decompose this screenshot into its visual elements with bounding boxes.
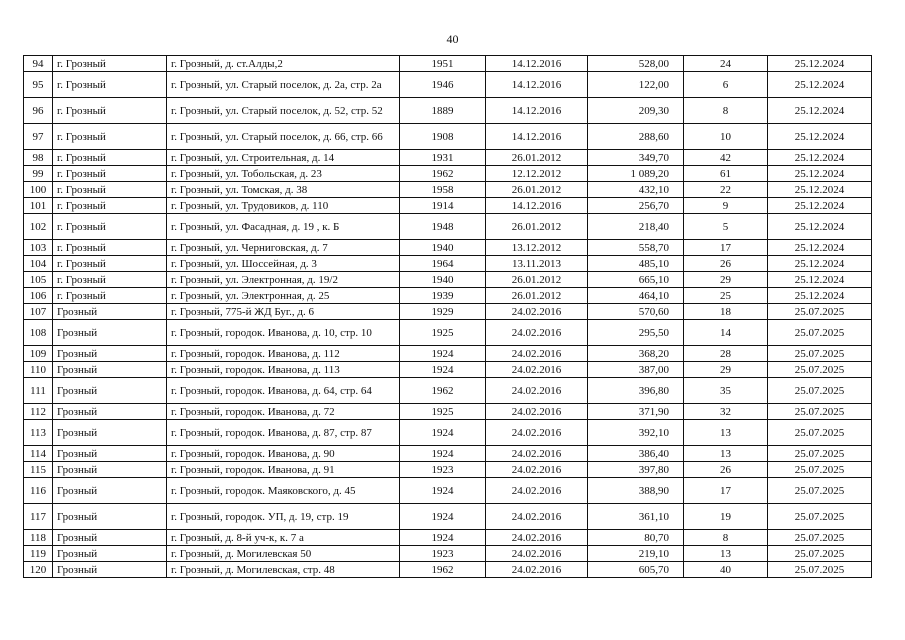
table-row <box>24 214 872 240</box>
city-cell: г. Грозный <box>53 288 167 304</box>
resettlement-deadline-cell: 25.07.2025 <box>768 420 872 446</box>
living-area-cell: 386,40 <box>588 446 684 462</box>
resettlement-deadline-cell: 25.07.2025 <box>768 362 872 378</box>
resettlement-deadline-cell: 25.12.2024 <box>768 214 872 240</box>
table-row <box>24 420 872 446</box>
address-cell: г. Грозный, ул. Старый поселок, д. 52, стр. 52 <box>167 98 400 124</box>
row-number-cell: 111 <box>24 378 53 404</box>
address-cell: г. Грозный, городок. Иванова, д. 113 <box>167 362 400 378</box>
resettlement-deadline-cell: 25.07.2025 <box>768 462 872 478</box>
living-area-cell: 371,90 <box>588 404 684 420</box>
residents-count-cell: 8 <box>684 530 768 546</box>
row-number-cell: 113 <box>24 420 53 446</box>
living-area-cell: 256,70 <box>588 198 684 214</box>
living-area-cell: 218,40 <box>588 214 684 240</box>
construction-year-cell: 1940 <box>400 272 486 288</box>
resettlement-deadline-cell: 25.07.2025 <box>768 504 872 530</box>
table-row <box>24 504 872 530</box>
construction-year-cell: 1929 <box>400 304 486 320</box>
residents-count-cell: 25 <box>684 288 768 304</box>
construction-year-cell: 1964 <box>400 256 486 272</box>
row-number-cell: 94 <box>24 56 53 72</box>
row-number-cell: 115 <box>24 462 53 478</box>
row-number-cell: 110 <box>24 362 53 378</box>
row-number-cell: 106 <box>24 288 53 304</box>
emergency-date-cell: 24.02.2016 <box>486 530 588 546</box>
address-cell: г. Грозный, д. Могилевская, стр. 48 <box>167 562 400 578</box>
city-cell: г. Грозный <box>53 72 167 98</box>
emergency-date-cell: 24.02.2016 <box>486 304 588 320</box>
living-area-cell: 464,10 <box>588 288 684 304</box>
table-row <box>24 288 872 304</box>
city-cell: г. Грозный <box>53 240 167 256</box>
living-area-cell: 349,70 <box>588 150 684 166</box>
table-row <box>24 362 872 378</box>
table-row <box>24 166 872 182</box>
resettlement-deadline-cell: 25.12.2024 <box>768 198 872 214</box>
row-number-cell: 97 <box>24 124 53 150</box>
residents-count-cell: 9 <box>684 198 768 214</box>
table-row <box>24 98 872 124</box>
row-number-cell: 116 <box>24 478 53 504</box>
emergency-date-cell: 13.12.2012 <box>486 240 588 256</box>
construction-year-cell: 1924 <box>400 478 486 504</box>
row-number-cell: 119 <box>24 546 53 562</box>
living-area-cell: 295,50 <box>588 320 684 346</box>
living-area-cell: 392,10 <box>588 420 684 446</box>
city-cell: г. Грозный <box>53 166 167 182</box>
residents-count-cell: 17 <box>684 240 768 256</box>
table-row <box>24 256 872 272</box>
resettlement-deadline-cell: 25.12.2024 <box>768 288 872 304</box>
emergency-date-cell: 24.02.2016 <box>486 320 588 346</box>
emergency-date-cell: 26.01.2012 <box>486 288 588 304</box>
table-row <box>24 272 872 288</box>
city-cell: Грозный <box>53 346 167 362</box>
construction-year-cell: 1889 <box>400 98 486 124</box>
resettlement-deadline-cell: 25.12.2024 <box>768 72 872 98</box>
address-cell: г. Грозный, городок. Иванова, д. 91 <box>167 462 400 478</box>
residents-count-cell: 61 <box>684 166 768 182</box>
construction-year-cell: 1924 <box>400 346 486 362</box>
living-area-cell: 388,90 <box>588 478 684 504</box>
row-number-cell: 105 <box>24 272 53 288</box>
row-number-cell: 104 <box>24 256 53 272</box>
table-row <box>24 182 872 198</box>
construction-year-cell: 1940 <box>400 240 486 256</box>
city-cell: Грозный <box>53 362 167 378</box>
row-number-cell: 118 <box>24 530 53 546</box>
living-area-cell: 288,60 <box>588 124 684 150</box>
living-area-cell: 558,70 <box>588 240 684 256</box>
city-cell: г. Грозный <box>53 198 167 214</box>
table-row <box>24 462 872 478</box>
row-number-cell: 108 <box>24 320 53 346</box>
construction-year-cell: 1924 <box>400 362 486 378</box>
city-cell: г. Грозный <box>53 124 167 150</box>
table-row <box>24 446 872 462</box>
row-number-cell: 96 <box>24 98 53 124</box>
residents-count-cell: 42 <box>684 150 768 166</box>
city-cell: Грозный <box>53 320 167 346</box>
city-cell: г. Грозный <box>53 56 167 72</box>
construction-year-cell: 1946 <box>400 72 486 98</box>
residents-count-cell: 13 <box>684 420 768 446</box>
emergency-date-cell: 24.02.2016 <box>486 504 588 530</box>
living-area-cell: 570,60 <box>588 304 684 320</box>
address-cell: г. Грозный, городок. Иванова, д. 90 <box>167 446 400 462</box>
living-area-cell: 485,10 <box>588 256 684 272</box>
table-row <box>24 346 872 362</box>
construction-year-cell: 1958 <box>400 182 486 198</box>
address-cell: г. Грозный, ул. Томская, д. 38 <box>167 182 400 198</box>
address-cell: г. Грозный, ул. Фасадная, д. 19 , к. Б <box>167 214 400 240</box>
residents-count-cell: 19 <box>684 504 768 530</box>
construction-year-cell: 1948 <box>400 214 486 240</box>
table-row <box>24 72 872 98</box>
emergency-date-cell: 24.02.2016 <box>486 420 588 446</box>
address-cell: г. Грозный, ул. Старый поселок, д. 2а, стр. 2а <box>167 72 400 98</box>
page-number: 40 <box>446 32 459 46</box>
emergency-date-cell: 13.11.2013 <box>486 256 588 272</box>
row-number-cell: 100 <box>24 182 53 198</box>
resettlement-deadline-cell: 25.07.2025 <box>768 346 872 362</box>
emergency-date-cell: 24.02.2016 <box>486 546 588 562</box>
residents-count-cell: 13 <box>684 546 768 562</box>
emergency-date-cell: 24.02.2016 <box>486 346 588 362</box>
emergency-date-cell: 24.02.2016 <box>486 446 588 462</box>
row-number-cell: 103 <box>24 240 53 256</box>
emergency-date-cell: 26.01.2012 <box>486 214 588 240</box>
living-area-cell: 397,80 <box>588 462 684 478</box>
city-cell: Грозный <box>53 378 167 404</box>
row-number-cell: 98 <box>24 150 53 166</box>
address-cell: г. Грозный, ул. Черниговская, д. 7 <box>167 240 400 256</box>
construction-year-cell: 1939 <box>400 288 486 304</box>
row-number-cell: 102 <box>24 214 53 240</box>
construction-year-cell: 1951 <box>400 56 486 72</box>
table-row <box>24 240 872 256</box>
resettlement-deadline-cell: 25.12.2024 <box>768 256 872 272</box>
emergency-date-cell: 24.02.2016 <box>486 362 588 378</box>
construction-year-cell: 1923 <box>400 546 486 562</box>
table-row <box>24 150 872 166</box>
resettlement-deadline-cell: 25.12.2024 <box>768 166 872 182</box>
address-cell: г. Грозный, городок. Маяковского, д. 45 <box>167 478 400 504</box>
construction-year-cell: 1962 <box>400 166 486 182</box>
living-area-cell: 528,00 <box>588 56 684 72</box>
resettlement-deadline-cell: 25.07.2025 <box>768 478 872 504</box>
address-cell: г. Грозный, ул. Электронная, д. 19/2 <box>167 272 400 288</box>
construction-year-cell: 1908 <box>400 124 486 150</box>
city-cell: Грозный <box>53 562 167 578</box>
table-row <box>24 304 872 320</box>
city-cell: г. Грозный <box>53 214 167 240</box>
resettlement-deadline-cell: 25.07.2025 <box>768 562 872 578</box>
resettlement-deadline-cell: 25.12.2024 <box>768 182 872 198</box>
row-number-cell: 109 <box>24 346 53 362</box>
emergency-date-cell: 14.12.2016 <box>486 98 588 124</box>
emergency-date-cell: 24.02.2016 <box>486 404 588 420</box>
emergency-date-cell: 26.01.2012 <box>486 150 588 166</box>
living-area-cell: 361,10 <box>588 504 684 530</box>
emergency-date-cell: 24.02.2016 <box>486 562 588 578</box>
emergency-date-cell: 14.12.2016 <box>486 198 588 214</box>
resettlement-deadline-cell: 25.12.2024 <box>768 240 872 256</box>
living-area-cell: 605,70 <box>588 562 684 578</box>
table-row <box>24 404 872 420</box>
living-area-cell: 665,10 <box>588 272 684 288</box>
construction-year-cell: 1925 <box>400 320 486 346</box>
resettlement-deadline-cell: 25.07.2025 <box>768 304 872 320</box>
construction-year-cell: 1924 <box>400 420 486 446</box>
emergency-date-cell: 24.02.2016 <box>486 378 588 404</box>
table-row <box>24 124 872 150</box>
table-row <box>24 530 872 546</box>
address-cell: г. Грозный, городок. Иванова, д. 112 <box>167 346 400 362</box>
city-cell: Грозный <box>53 420 167 446</box>
living-area-cell: 396,80 <box>588 378 684 404</box>
living-area-cell: 209,30 <box>588 98 684 124</box>
residents-count-cell: 40 <box>684 562 768 578</box>
address-cell: г. Грозный, д. ст.Алды,2 <box>167 56 400 72</box>
table-row <box>24 546 872 562</box>
address-cell: г. Грозный, городок. Иванова, д. 72 <box>167 404 400 420</box>
city-cell: Грозный <box>53 462 167 478</box>
emergency-date-cell: 24.02.2016 <box>486 478 588 504</box>
address-cell: г. Грозный, городок. УП, д. 19, стр. 19 <box>167 504 400 530</box>
address-cell: г. Грозный, городок. Иванова, д. 87, стр. 87 <box>167 420 400 446</box>
address-cell: г. Грозный, ул. Старый поселок, д. 66, стр. 66 <box>167 124 400 150</box>
construction-year-cell: 1962 <box>400 562 486 578</box>
resettlement-deadline-cell: 25.07.2025 <box>768 530 872 546</box>
resettlement-deadline-cell: 25.12.2024 <box>768 56 872 72</box>
emergency-date-cell: 24.02.2016 <box>486 462 588 478</box>
construction-year-cell: 1924 <box>400 446 486 462</box>
row-number-cell: 101 <box>24 198 53 214</box>
construction-year-cell: 1914 <box>400 198 486 214</box>
city-cell: г. Грозный <box>53 272 167 288</box>
living-area-cell: 432,10 <box>588 182 684 198</box>
emergency-date-cell: 26.01.2012 <box>486 272 588 288</box>
residents-count-cell: 32 <box>684 404 768 420</box>
residents-count-cell: 24 <box>684 56 768 72</box>
row-number-cell: 117 <box>24 504 53 530</box>
housing-registry-table <box>23 55 872 578</box>
table-row <box>24 562 872 578</box>
address-cell: г. Грозный, ул. Тобольская, д. 23 <box>167 166 400 182</box>
residents-count-cell: 18 <box>684 304 768 320</box>
emergency-date-cell: 12.12.2012 <box>486 166 588 182</box>
address-cell: г. Грозный, д. 8-й уч-к, к. 7 а <box>167 530 400 546</box>
city-cell: Грозный <box>53 530 167 546</box>
living-area-cell: 387,00 <box>588 362 684 378</box>
address-cell: г. Грозный, ул. Трудовиков, д. 110 <box>167 198 400 214</box>
residents-count-cell: 26 <box>684 256 768 272</box>
address-cell: г. Грозный, д. Могилевская 50 <box>167 546 400 562</box>
construction-year-cell: 1925 <box>400 404 486 420</box>
table-row <box>24 320 872 346</box>
city-cell: г. Грозный <box>53 150 167 166</box>
row-number-cell: 114 <box>24 446 53 462</box>
resettlement-deadline-cell: 25.07.2025 <box>768 320 872 346</box>
city-cell: Грозный <box>53 404 167 420</box>
resettlement-deadline-cell: 25.12.2024 <box>768 272 872 288</box>
construction-year-cell: 1931 <box>400 150 486 166</box>
residents-count-cell: 6 <box>684 72 768 98</box>
city-cell: г. Грозный <box>53 182 167 198</box>
living-area-cell: 219,10 <box>588 546 684 562</box>
living-area-cell: 1 089,20 <box>588 166 684 182</box>
city-cell: Грозный <box>53 546 167 562</box>
resettlement-deadline-cell: 25.12.2024 <box>768 124 872 150</box>
residents-count-cell: 13 <box>684 446 768 462</box>
living-area-cell: 122,00 <box>588 72 684 98</box>
residents-count-cell: 29 <box>684 362 768 378</box>
construction-year-cell: 1923 <box>400 462 486 478</box>
residents-count-cell: 14 <box>684 320 768 346</box>
row-number-cell: 107 <box>24 304 53 320</box>
city-cell: Грозный <box>53 304 167 320</box>
living-area-cell: 80,70 <box>588 530 684 546</box>
city-cell: Грозный <box>53 478 167 504</box>
address-cell: г. Грозный, 775-й ЖД Буг., д. 6 <box>167 304 400 320</box>
emergency-date-cell: 14.12.2016 <box>486 124 588 150</box>
emergency-date-cell: 26.01.2012 <box>486 182 588 198</box>
residents-count-cell: 22 <box>684 182 768 198</box>
city-cell: г. Грозный <box>53 98 167 124</box>
address-cell: г. Грозный, городок. Иванова, д. 64, стр. 64 <box>167 378 400 404</box>
resettlement-deadline-cell: 25.07.2025 <box>768 378 872 404</box>
construction-year-cell: 1924 <box>400 504 486 530</box>
row-number-cell: 112 <box>24 404 53 420</box>
living-area-cell: 368,20 <box>588 346 684 362</box>
construction-year-cell: 1962 <box>400 378 486 404</box>
resettlement-deadline-cell: 25.12.2024 <box>768 150 872 166</box>
resettlement-deadline-cell: 25.07.2025 <box>768 546 872 562</box>
row-number-cell: 120 <box>24 562 53 578</box>
residents-count-cell: 8 <box>684 98 768 124</box>
row-number-cell: 99 <box>24 166 53 182</box>
address-cell: г. Грозный, ул. Шоссейная, д. 3 <box>167 256 400 272</box>
residents-count-cell: 35 <box>684 378 768 404</box>
city-cell: г. Грозный <box>53 256 167 272</box>
table-row <box>24 478 872 504</box>
residents-count-cell: 28 <box>684 346 768 362</box>
residents-count-cell: 29 <box>684 272 768 288</box>
city-cell: Грозный <box>53 446 167 462</box>
row-number-cell: 95 <box>24 72 53 98</box>
residents-count-cell: 17 <box>684 478 768 504</box>
residents-count-cell: 26 <box>684 462 768 478</box>
table-row <box>24 198 872 214</box>
emergency-date-cell: 14.12.2016 <box>486 56 588 72</box>
city-cell: Грозный <box>53 504 167 530</box>
residents-count-cell: 5 <box>684 214 768 240</box>
address-cell: г. Грозный, ул. Электронная, д. 25 <box>167 288 400 304</box>
table-row <box>24 378 872 404</box>
table-row <box>24 56 872 72</box>
residents-count-cell: 10 <box>684 124 768 150</box>
address-cell: г. Грозный, городок. Иванова, д. 10, стр. 10 <box>167 320 400 346</box>
registry-body <box>24 56 872 578</box>
address-cell: г. Грозный, ул. Строительная, д. 14 <box>167 150 400 166</box>
construction-year-cell: 1924 <box>400 530 486 546</box>
emergency-date-cell: 14.12.2016 <box>486 72 588 98</box>
resettlement-deadline-cell: 25.07.2025 <box>768 404 872 420</box>
resettlement-deadline-cell: 25.07.2025 <box>768 446 872 462</box>
resettlement-deadline-cell: 25.12.2024 <box>768 98 872 124</box>
